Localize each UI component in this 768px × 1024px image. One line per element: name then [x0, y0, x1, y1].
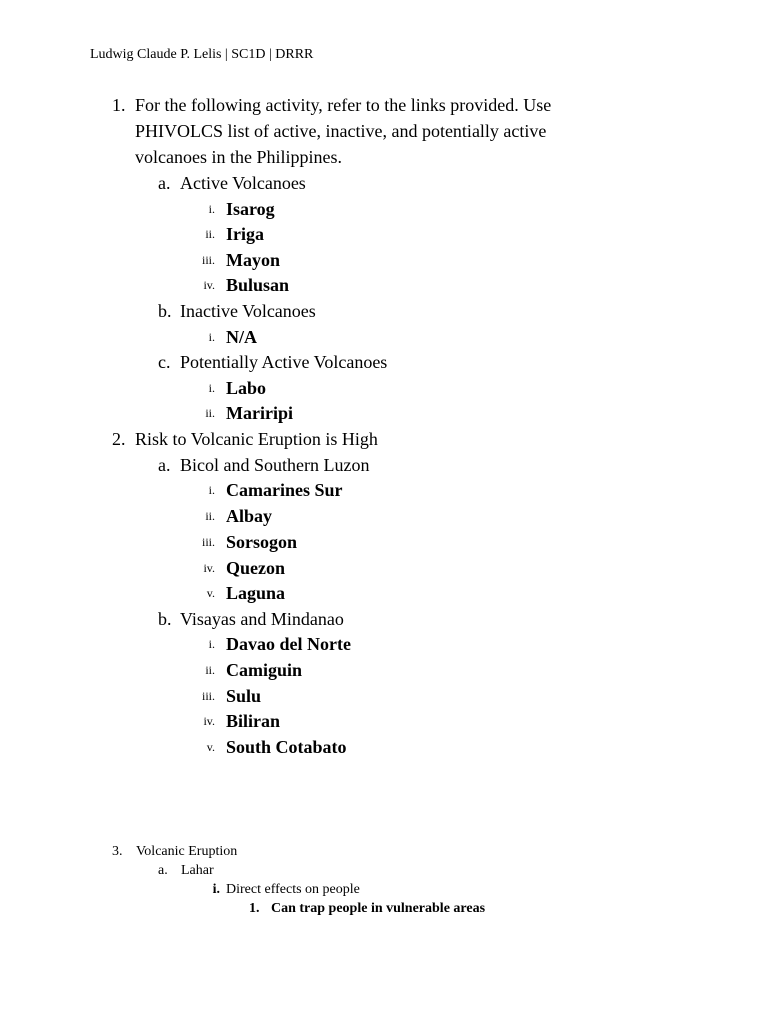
- list-item: Quezon: [226, 558, 286, 578]
- list-item: Biliran: [226, 711, 281, 731]
- q3-subsection-title: Direct effects on people: [226, 882, 360, 897]
- roman-numeral: i.: [208, 202, 215, 216]
- roman-numeral: iv.: [203, 278, 215, 292]
- q3-section-title: Lahar: [181, 863, 214, 878]
- roman-numeral: i.: [208, 381, 215, 395]
- roman-numeral: ii.: [205, 406, 215, 420]
- roman-numeral: v.: [206, 586, 215, 600]
- list-item: Mayon: [226, 250, 280, 270]
- list-item: Labo: [226, 378, 267, 398]
- q1-number: 1.: [112, 95, 126, 115]
- q2-section-b-title: Visayas and Mindanao: [180, 609, 344, 629]
- q2-number: 2.: [112, 429, 126, 449]
- q1-section-c-title: Potentially Active Volcanoes: [180, 352, 388, 372]
- roman-numeral: i.: [212, 882, 220, 897]
- list-item: Mariripi: [226, 403, 293, 423]
- q3-title: Volcanic Eruption: [136, 844, 238, 859]
- q1-section-b-letter: b.: [158, 301, 172, 321]
- q1-text-line-2: PHIVOLCS list of active, inactive, and potentially active: [135, 121, 547, 141]
- q3-number: 3.: [112, 844, 123, 859]
- q1-section-c-letter: c.: [158, 352, 171, 372]
- roman-numeral: ii.: [205, 663, 215, 677]
- q1-text-line-3: volcanoes in the Philippines.: [135, 147, 342, 167]
- roman-numeral: iv.: [203, 714, 215, 728]
- roman-numeral: iv.: [203, 561, 215, 575]
- q1-section-a-letter: a.: [158, 173, 171, 193]
- roman-numeral: i.: [208, 637, 215, 651]
- list-item: South Cotabato: [226, 737, 347, 757]
- q2-section-b-letter: b.: [158, 609, 172, 629]
- list-item: Davao del Norte: [226, 634, 351, 654]
- roman-numeral: ii.: [205, 227, 215, 241]
- list-item: Camiguin: [226, 660, 303, 680]
- list-item: Laguna: [226, 583, 286, 603]
- q1-section-a-title: Active Volcanoes: [180, 173, 306, 193]
- roman-numeral: iii.: [201, 253, 215, 267]
- list-item: Isarog: [226, 199, 275, 219]
- q2-section-a-letter: a.: [158, 455, 171, 475]
- q1-section-b-title: Inactive Volcanoes: [180, 301, 316, 321]
- q2-title: Risk to Volcanic Eruption is High: [135, 429, 378, 449]
- list-item: Iriga: [226, 224, 264, 244]
- q2-section-a-title: Bicol and Southern Luzon: [180, 455, 370, 475]
- q3-item-number: 1.: [249, 901, 260, 916]
- list-item: Albay: [226, 506, 273, 526]
- document-header: Ludwig Claude P. Lelis | SC1D | DRRR: [90, 47, 314, 62]
- roman-numeral: i.: [208, 483, 215, 497]
- list-item: N/A: [226, 327, 257, 347]
- list-item: Sulu: [226, 686, 262, 706]
- list-item: Bulusan: [226, 275, 290, 295]
- roman-numeral: iii.: [201, 689, 215, 703]
- list-item: Sorsogon: [226, 532, 298, 552]
- roman-numeral: i.: [208, 330, 215, 344]
- roman-numeral: ii.: [205, 509, 215, 523]
- roman-numeral: v.: [206, 740, 215, 754]
- q3-item-text: Can trap people in vulnerable areas: [271, 901, 486, 916]
- list-item: Camarines Sur: [226, 480, 343, 500]
- q1-text-line-1: For the following activity, refer to the links provided. Use: [135, 95, 552, 115]
- q3-section-letter: a.: [158, 863, 168, 878]
- roman-numeral: iii.: [201, 535, 215, 549]
